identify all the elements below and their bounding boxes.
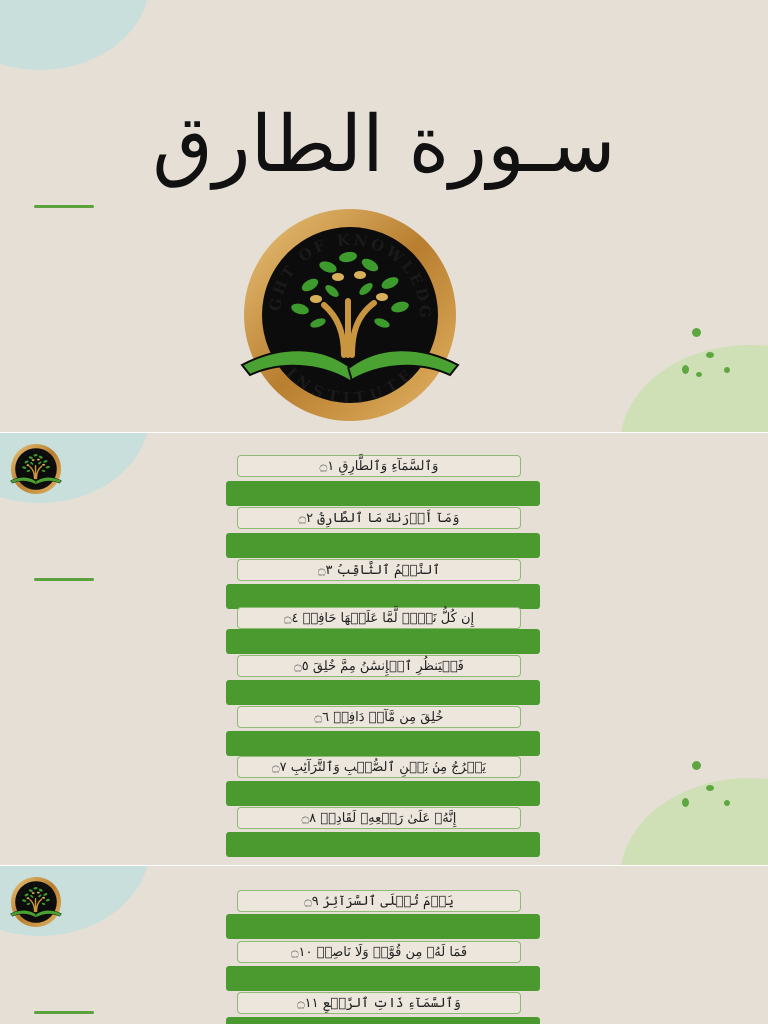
verse-9: يَوۡمَ تُبۡلَى ٱلسَّرَآئِرُ ۝٩ (237, 890, 521, 912)
decorative-dot (682, 798, 689, 807)
institute-logo (240, 205, 460, 425)
decorative-dot (724, 800, 730, 806)
verse-4: إِن كُلُّ نَفۡسٖ لَّمَّا عَلَيۡهَا حَافِظٞ ۝٤ (237, 607, 521, 629)
verses-slide-1 (0, 433, 768, 865)
verse-2: وَمَآ أَدۡرَىٰكَ مَا ٱلطَّارِقُ ۝٢ (237, 507, 521, 529)
institute-logo-small (10, 876, 62, 928)
decorative-dash (34, 1011, 94, 1014)
decorative-dot (692, 328, 701, 337)
translation-bar (226, 481, 540, 506)
title-slide (0, 0, 768, 432)
decorative-dot (696, 372, 702, 377)
translation-bar (226, 629, 540, 654)
decorative-blob-bottom-right (620, 345, 768, 432)
translation-bar (226, 1017, 540, 1024)
decorative-dot (706, 785, 714, 791)
translation-bar (226, 584, 540, 609)
verses-slide-2 (0, 866, 768, 1024)
decorative-blob-bottom-right (620, 778, 768, 865)
decorative-dash (34, 578, 94, 581)
decorative-blob-top-left (0, 0, 150, 70)
verse-11: وَٱلسَّمَآءِ ذَاتِ ٱلرَّجۡعِ ۝١١ (237, 992, 521, 1014)
translation-bar (226, 533, 540, 558)
translation-bar (226, 914, 540, 939)
translation-bar (226, 680, 540, 705)
translation-bar (226, 781, 540, 806)
decorative-dash (34, 205, 94, 208)
decorative-dot (692, 761, 701, 770)
verse-1: وَٱلسَّمَآءِ وَٱلطَّارِقِ ۝١ (237, 455, 521, 477)
verse-7: يَخۡرُجُ مِنۢ بَيۡنِ ٱلصُّلۡبِ وَٱلتَّرَآئِبِ ۝٧ (237, 756, 521, 778)
verse-5: فَلۡيَنظُرِ ٱلۡإِنسَٰنُ مِمَّ خُلِقَ ۝٥ (237, 655, 521, 677)
translation-bar (226, 832, 540, 857)
verse-8: إِنَّهُۥ عَلَىٰ رَجۡعِهِۦ لَقَادِرٞ ۝٨ (237, 807, 521, 829)
translation-bar (226, 731, 540, 756)
verse-10: فَمَا لَهُۥ مِن قُوَّةٖ وَلَا نَاصِرٖ ۝١٠ (237, 941, 521, 963)
verse-6: خُلِقَ مِن مَّآءٖ دَافِقٖ ۝٦ (237, 706, 521, 728)
institute-logo-small (10, 443, 62, 495)
decorative-dot (724, 367, 730, 373)
surah-title: سـورة الطارق (152, 100, 616, 190)
decorative-dot (682, 365, 689, 374)
decorative-dot (706, 352, 714, 358)
verse-3: ٱلنَّجۡمُ ٱلثَّاقِبُ ۝٣ (237, 559, 521, 581)
translation-bar (226, 966, 540, 991)
